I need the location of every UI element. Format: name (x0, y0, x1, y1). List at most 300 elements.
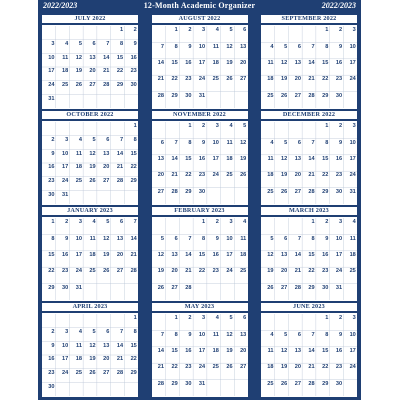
day-number: 30 (61, 284, 69, 291)
day-number: 17 (61, 356, 69, 363)
day-number: 10 (226, 235, 233, 242)
day-grid (152, 314, 248, 396)
day-number: 8 (325, 43, 329, 50)
day-number: 4 (270, 139, 274, 146)
day-number: 27 (280, 284, 288, 291)
day-number: 2 (338, 27, 343, 34)
month-title: MARCH 2023 (289, 207, 329, 214)
day-number: 9 (51, 342, 55, 349)
day-number: 8 (188, 139, 192, 146)
day-number: 6 (119, 219, 124, 226)
day-number: 7 (311, 331, 315, 338)
day-number: 24 (198, 364, 206, 371)
day-number: 3 (338, 219, 343, 226)
day-number: 17 (198, 348, 206, 354)
day-number: 12 (226, 43, 233, 50)
day-number: 4 (65, 40, 69, 47)
day-number: 13 (280, 252, 288, 258)
day-number: 16 (185, 348, 192, 354)
day-number: 22 (116, 68, 124, 75)
day-number: 10 (349, 331, 356, 338)
day-number: 31 (48, 95, 55, 102)
year-range-right: 2022/2023 (321, 1, 356, 10)
month-block (152, 111, 248, 205)
month-title: DECEMBER 2022 (282, 111, 336, 118)
day-number: 19 (240, 156, 247, 162)
day-number: 11 (267, 60, 274, 66)
day-number: 11 (267, 348, 274, 354)
day-number: 11 (212, 43, 219, 50)
day-number: 11 (349, 235, 356, 242)
day-number: 6 (160, 139, 164, 146)
day-number: 17 (75, 252, 82, 258)
day-number: 4 (270, 43, 274, 50)
day-number: 26 (280, 188, 288, 195)
day-number: 25 (212, 364, 219, 371)
day-number: 25 (75, 369, 82, 376)
day-number: 27 (116, 268, 124, 275)
day-grid (42, 26, 138, 108)
day-number: 26 (157, 284, 164, 291)
day-number: 7 (174, 139, 178, 146)
day-number: 14 (116, 342, 124, 349)
day-number: 18 (267, 364, 274, 371)
day-grid (42, 122, 138, 204)
day-number: 13 (240, 43, 247, 50)
day-number: 7 (106, 40, 110, 47)
day-number: 26 (89, 369, 96, 376)
day-number: 1 (311, 219, 315, 226)
day-number: 23 (335, 76, 343, 83)
day-number: 6 (297, 139, 301, 146)
day-number: 6 (297, 43, 301, 50)
day-number: 17 (226, 252, 233, 258)
day-number: 19 (280, 172, 288, 179)
day-number: 9 (338, 43, 343, 50)
day-number: 22 (185, 172, 192, 179)
day-number: 21 (308, 172, 315, 179)
day-number: 9 (188, 331, 192, 338)
day-number: 22 (322, 364, 329, 371)
day-number: 18 (267, 76, 274, 83)
day-number: 18 (226, 156, 233, 162)
day-number: 6 (243, 315, 247, 322)
day-number: 2 (325, 219, 329, 226)
day-number: 5 (78, 40, 82, 47)
day-number: 9 (215, 235, 219, 242)
day-number: 28 (116, 369, 124, 376)
day-number: 2 (188, 27, 192, 34)
day-number: 9 (325, 235, 329, 242)
day-number: 8 (133, 136, 137, 143)
day-number: 21 (294, 268, 301, 275)
day-number: 30 (130, 81, 137, 88)
day-number: 21 (185, 268, 192, 275)
day-grid (42, 218, 138, 300)
day-number: 28 (103, 81, 110, 88)
day-number: 18 (212, 60, 219, 66)
day-number: 17 (48, 68, 55, 75)
day-number: 2 (338, 315, 343, 322)
day-number: 28 (308, 92, 315, 99)
day-number: 28 (171, 188, 178, 195)
day-number: 19 (226, 60, 233, 66)
day-grid (261, 314, 357, 396)
day-number: 5 (229, 27, 233, 34)
day-number: 24 (349, 76, 356, 83)
day-number: 31 (198, 92, 206, 99)
day-number: 10 (349, 43, 356, 50)
day-number: 15 (322, 60, 329, 66)
year-range-left: 2022/2023 (43, 1, 78, 10)
day-number: 19 (103, 252, 110, 258)
day-number: 22 (130, 164, 137, 171)
day-number: 14 (171, 156, 178, 162)
day-number: 27 (240, 76, 247, 83)
day-number: 5 (92, 328, 96, 335)
day-number: 4 (215, 315, 219, 322)
day-number: 15 (130, 150, 137, 157)
day-number: 16 (335, 60, 343, 66)
day-number: 7 (119, 328, 124, 335)
day-number: 8 (174, 331, 178, 338)
day-number: 16 (48, 164, 55, 171)
day-number: 14 (308, 60, 315, 66)
day-number: 1 (174, 27, 178, 34)
day-number: 5 (284, 139, 288, 146)
day-number: 21 (130, 252, 137, 258)
day-number: 25 (240, 268, 247, 275)
day-number: 5 (284, 43, 288, 50)
day-number: 27 (294, 188, 301, 195)
day-number: 3 (65, 136, 69, 143)
day-number: 23 (185, 364, 192, 371)
day-number: 12 (240, 139, 247, 146)
day-number: 31 (349, 188, 356, 195)
grid-lines (42, 314, 138, 396)
day-number: 16 (322, 252, 329, 258)
day-number: 28 (130, 268, 137, 275)
day-number: 15 (322, 156, 329, 162)
day-number: 19 (89, 356, 96, 363)
day-number: 20 (116, 252, 124, 258)
weekday-strip (261, 23, 357, 25)
day-number: 9 (338, 331, 343, 338)
day-number: 5 (106, 219, 110, 226)
planner-header (38, 0, 361, 14)
day-number: 17 (198, 60, 206, 66)
wall-planner (38, 0, 361, 400)
day-number: 13 (89, 54, 96, 61)
day-number: 6 (92, 40, 96, 47)
day-number: 13 (240, 331, 247, 338)
month-title: JULY 2022 (74, 15, 106, 22)
day-number: 4 (352, 219, 356, 226)
month-block (152, 303, 248, 397)
day-number: 26 (89, 177, 96, 184)
day-number: 20 (157, 172, 164, 179)
day-number: 23 (185, 76, 192, 83)
day-number: 11 (62, 54, 69, 61)
day-number: 1 (202, 219, 206, 226)
day-number: 4 (92, 219, 96, 226)
day-number: 23 (322, 268, 329, 275)
day-number: 30 (335, 92, 343, 99)
day-number: 1 (51, 219, 55, 226)
day-number: 29 (322, 188, 329, 195)
day-number: 14 (157, 348, 164, 354)
day-number: 12 (226, 331, 233, 338)
day-number: 24 (349, 172, 356, 179)
day-number: 20 (103, 164, 110, 171)
day-number: 19 (75, 68, 82, 75)
day-number: 9 (188, 43, 192, 50)
day-number: 24 (61, 177, 69, 184)
day-number: 20 (240, 60, 247, 66)
day-number: 14 (116, 150, 124, 157)
day-number: 18 (61, 68, 69, 75)
weekday-strip (152, 215, 248, 217)
day-number: 13 (103, 342, 110, 349)
day-number: 4 (229, 123, 233, 130)
day-number: 15 (322, 348, 329, 354)
day-number: 31 (198, 380, 206, 387)
month-title: JUNE 2023 (293, 303, 325, 310)
day-number: 7 (311, 139, 315, 146)
day-number: 5 (270, 235, 274, 242)
day-number: 30 (185, 92, 192, 99)
day-number: 7 (119, 136, 124, 143)
day-number: 25 (61, 81, 69, 88)
day-number: 30 (48, 191, 55, 198)
day-number: 3 (78, 219, 82, 226)
day-number: 22 (322, 76, 329, 83)
day-grid (261, 218, 357, 300)
day-number: 4 (270, 331, 274, 338)
day-grid (152, 26, 248, 108)
weekday-strip (152, 119, 248, 121)
day-number: 20 (103, 356, 110, 363)
day-number: 18 (349, 252, 356, 258)
day-number: 19 (226, 348, 233, 354)
day-number: 4 (78, 328, 82, 335)
day-number: 2 (133, 27, 137, 34)
day-number: 1 (325, 123, 329, 130)
day-number: 17 (349, 156, 356, 162)
day-number: 16 (335, 348, 343, 354)
day-number: 24 (349, 364, 356, 371)
day-number: 2 (338, 123, 343, 130)
day-number: 27 (157, 188, 164, 195)
day-number: 14 (157, 60, 164, 66)
month-block (261, 303, 357, 397)
day-number: 13 (294, 156, 301, 162)
day-number: 31 (335, 284, 343, 291)
day-number: 8 (325, 331, 329, 338)
day-number: 6 (297, 331, 301, 338)
day-number: 25 (267, 92, 274, 99)
day-number: 27 (89, 81, 96, 88)
day-number: 21 (116, 164, 124, 171)
day-number: 17 (61, 164, 69, 171)
day-number: 16 (198, 156, 206, 162)
day-number: 2 (51, 136, 55, 143)
day-number: 20 (294, 364, 301, 371)
day-number: 24 (226, 268, 233, 275)
day-number: 2 (65, 219, 69, 226)
day-number: 11 (76, 150, 82, 157)
day-number: 3 (352, 123, 356, 130)
day-number: 28 (308, 380, 315, 387)
day-number: 30 (322, 284, 329, 291)
day-number: 24 (212, 172, 219, 179)
day-number: 9 (338, 139, 343, 146)
day-number: 31 (75, 284, 82, 291)
day-number: 5 (92, 136, 96, 143)
day-number: 29 (322, 92, 329, 99)
day-number: 7 (160, 331, 164, 338)
day-number: 12 (157, 252, 164, 258)
day-number: 3 (215, 123, 219, 130)
day-number: 6 (284, 235, 288, 242)
day-number: 16 (212, 252, 219, 258)
day-number: 25 (267, 188, 274, 195)
day-number: 27 (103, 177, 110, 184)
day-number: 15 (171, 60, 178, 66)
day-number: 12 (267, 252, 274, 258)
day-number: 23 (61, 268, 69, 275)
day-number: 24 (61, 369, 69, 376)
day-number: 1 (325, 315, 329, 322)
planner-title: 12-Month Academic Organizer (143, 1, 256, 10)
day-number: 26 (280, 380, 288, 387)
day-number: 10 (335, 235, 343, 242)
month-block (42, 303, 138, 397)
day-number: 8 (51, 235, 55, 242)
day-number: 10 (212, 139, 219, 146)
day-number: 28 (185, 284, 192, 291)
day-number: 30 (335, 380, 343, 387)
day-number: 29 (171, 92, 178, 99)
day-number: 21 (308, 364, 315, 371)
day-number: 3 (51, 40, 55, 47)
day-number: 18 (89, 252, 96, 258)
day-number: 6 (243, 27, 247, 34)
day-number: 6 (174, 235, 178, 242)
month-block (261, 207, 357, 301)
day-number: 20 (294, 76, 301, 83)
day-number: 11 (89, 235, 96, 242)
day-number: 27 (103, 369, 110, 376)
day-number: 11 (76, 342, 82, 349)
day-number: 4 (78, 136, 82, 143)
day-number: 23 (130, 68, 137, 75)
day-number: 11 (212, 331, 219, 338)
day-grid (152, 218, 248, 300)
day-number: 24 (75, 268, 82, 275)
day-number: 23 (48, 177, 55, 184)
day-number: 23 (335, 172, 343, 179)
day-number: 7 (188, 235, 192, 242)
day-number: 18 (212, 348, 219, 354)
weekday-strip (42, 311, 138, 313)
day-number: 7 (133, 219, 137, 226)
day-number: 23 (198, 172, 206, 179)
day-number: 8 (174, 43, 178, 50)
day-number: 13 (294, 348, 301, 354)
weekday-strip (42, 119, 138, 121)
day-number: 17 (349, 60, 356, 66)
day-number: 28 (116, 177, 124, 184)
day-number: 18 (75, 164, 82, 171)
day-number: 30 (48, 383, 55, 390)
day-number: 24 (335, 268, 343, 275)
day-number: 1 (133, 123, 137, 130)
day-number: 21 (116, 356, 124, 363)
day-number: 13 (294, 60, 301, 66)
day-number: 1 (325, 27, 329, 34)
weekday-strip (42, 215, 138, 217)
day-number: 29 (308, 284, 315, 291)
day-number: 25 (267, 380, 274, 387)
day-number: 29 (48, 284, 55, 291)
day-number: 15 (185, 156, 192, 162)
day-number: 22 (48, 268, 55, 275)
day-number: 23 (48, 369, 55, 376)
day-number: 29 (130, 177, 137, 184)
month-block (152, 15, 248, 109)
day-number: 21 (157, 364, 164, 371)
day-number: 19 (280, 364, 288, 371)
month-block (152, 207, 248, 301)
day-number: 21 (103, 68, 110, 75)
day-number: 26 (240, 172, 247, 179)
day-number: 30 (185, 380, 192, 387)
day-number: 29 (171, 380, 178, 387)
day-number: 21 (157, 76, 164, 83)
day-number: 26 (75, 81, 82, 88)
weekday-strip (152, 311, 248, 313)
day-number: 9 (51, 150, 55, 157)
day-number: 22 (171, 76, 178, 83)
weekday-strip (261, 311, 357, 313)
month-block (261, 111, 357, 205)
day-number: 26 (280, 92, 288, 99)
day-number: 22 (130, 356, 137, 363)
day-number: 19 (267, 268, 274, 275)
day-number: 23 (212, 268, 219, 275)
day-grid (261, 26, 357, 108)
day-number: 21 (308, 76, 315, 83)
month-title: FEBRUARY 2023 (174, 207, 225, 214)
day-number: 11 (267, 156, 274, 162)
month-block (42, 15, 138, 109)
month-block (261, 15, 357, 109)
day-number: 26 (267, 284, 274, 291)
day-number: 18 (75, 356, 82, 363)
day-number: 29 (116, 81, 124, 88)
day-number: 27 (240, 364, 247, 371)
day-number: 27 (294, 380, 301, 387)
day-number: 19 (89, 164, 96, 171)
day-number: 8 (202, 235, 206, 242)
day-number: 28 (294, 284, 301, 291)
day-number: 12 (75, 54, 82, 61)
day-number: 7 (311, 43, 315, 50)
day-number: 13 (171, 252, 178, 258)
day-number: 22 (198, 268, 206, 275)
month-title: AUGUST 2022 (178, 15, 221, 22)
